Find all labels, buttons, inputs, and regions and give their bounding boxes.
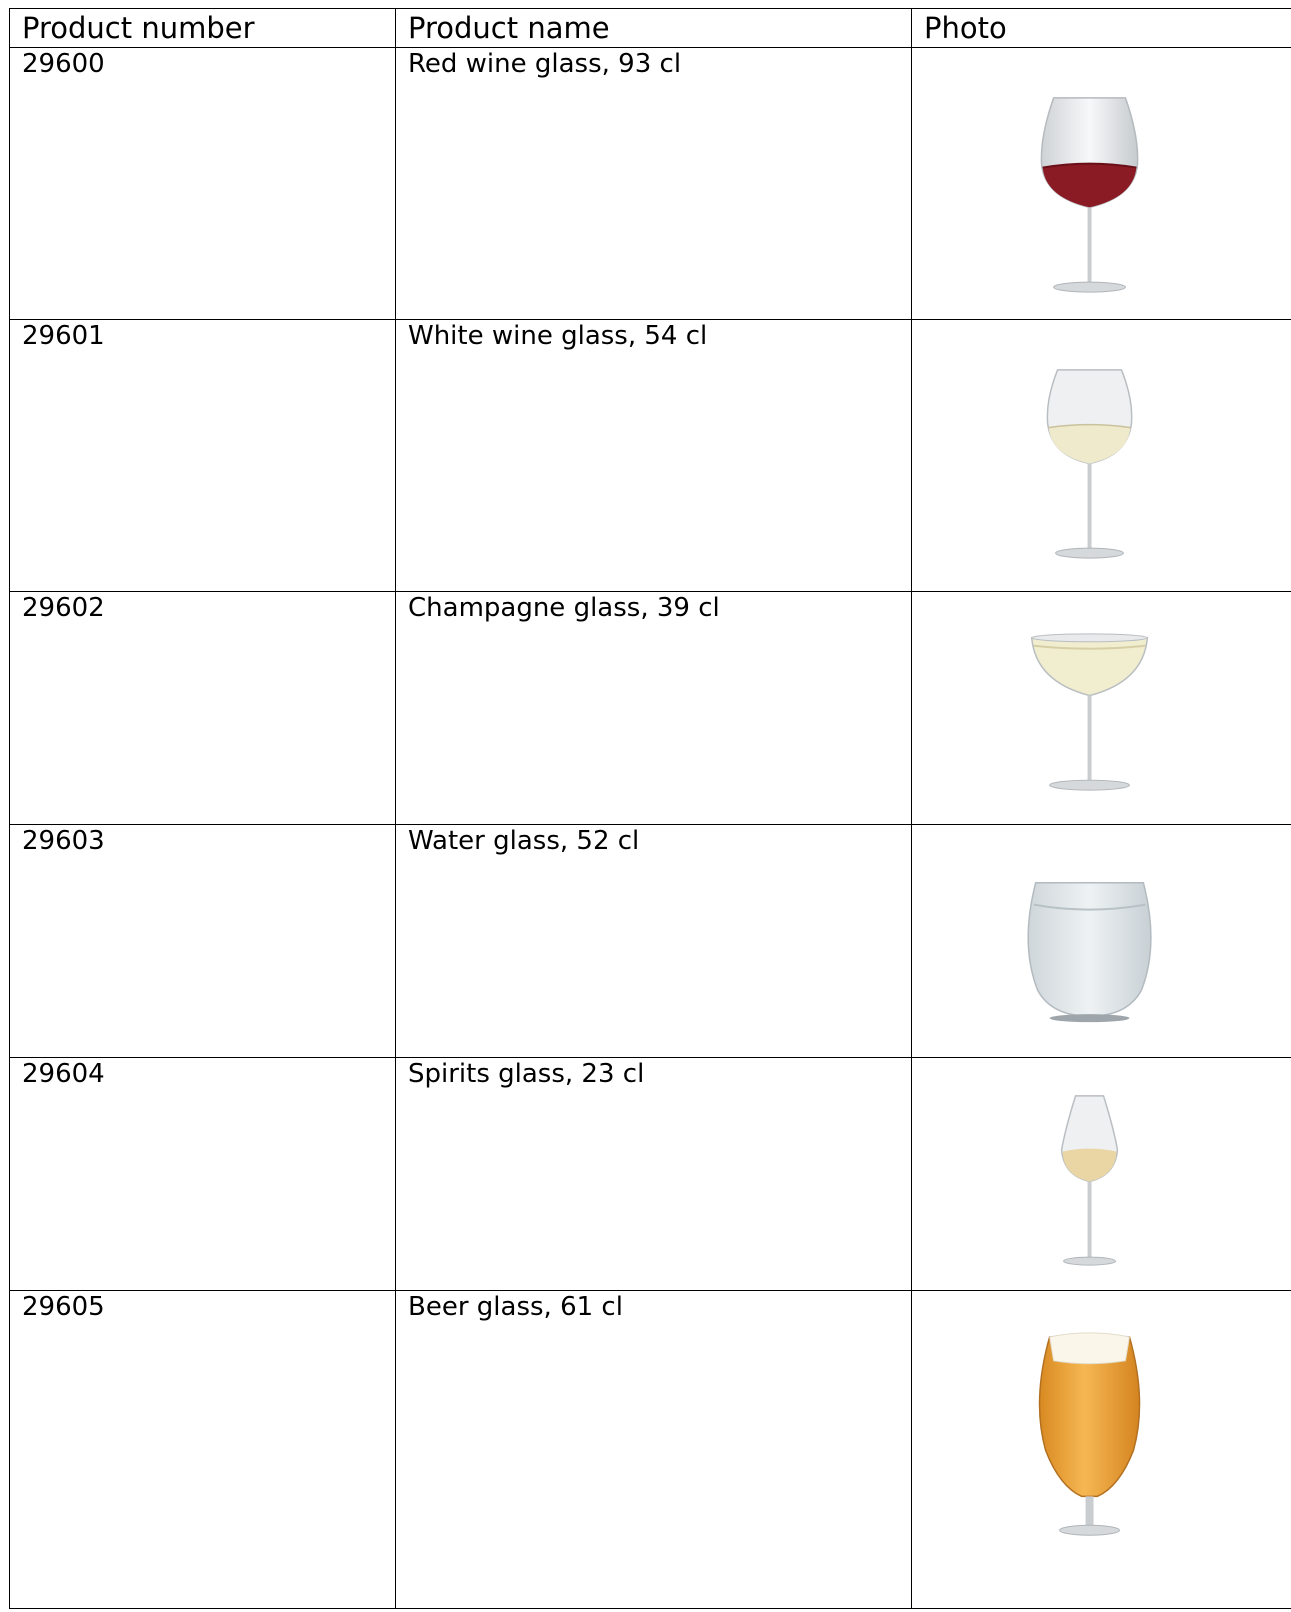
product-name-cell: Champagne glass, 39 cl: [396, 592, 912, 825]
header-product-name: Product name: [396, 9, 912, 48]
product-name-cell: Beer glass, 61 cl: [396, 1291, 912, 1609]
table-row: [10, 592, 1291, 825]
product-number-cell: 29605: [10, 1291, 396, 1609]
table-row: [10, 1058, 1291, 1291]
red-wine-glass-icon: [912, 48, 1291, 319]
photo-cell: [912, 1291, 1291, 1609]
product-name-cell: Spirits glass, 23 cl: [396, 1058, 912, 1291]
product-number-cell: 29604: [10, 1058, 396, 1291]
photo-cell: [912, 320, 1291, 592]
header-product-number: Product number: [10, 9, 396, 48]
product-number-cell: 29601: [10, 320, 396, 592]
product-number-cell: 29602: [10, 592, 396, 825]
header-photo: Photo: [912, 9, 1291, 48]
white-wine-glass-icon: [912, 320, 1291, 591]
spirits-glass-icon: [912, 1058, 1291, 1290]
champagne-glass-icon: [912, 592, 1291, 824]
header-row: [10, 9, 1291, 48]
photo-cell: [912, 825, 1291, 1058]
table-row: [10, 48, 1291, 320]
water-glass-icon: [912, 825, 1291, 1057]
product-name-cell: Water glass, 52 cl: [396, 825, 912, 1058]
product-name-cell: Red wine glass, 93 cl: [396, 48, 912, 320]
product-table: [9, 8, 1291, 1609]
table-row: [10, 1291, 1291, 1609]
photo-cell: [912, 592, 1291, 825]
photo-cell: [912, 48, 1291, 320]
table-row: [10, 825, 1291, 1058]
table-row: [10, 320, 1291, 592]
photo-cell: [912, 1058, 1291, 1291]
beer-glass-icon: [912, 1291, 1291, 1608]
product-number-cell: 29600: [10, 48, 396, 320]
product-name-cell: White wine glass, 54 cl: [396, 320, 912, 592]
product-number-cell: 29603: [10, 825, 396, 1058]
